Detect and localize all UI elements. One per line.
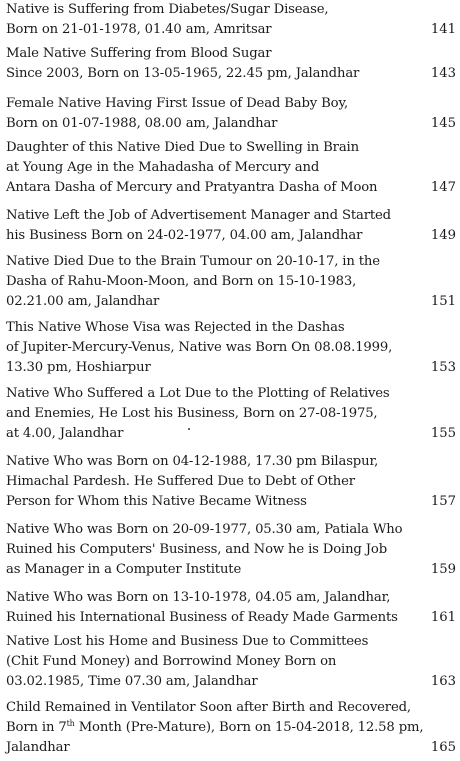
entry-title-line: Born on 21-01-1978, 01.40 am, Amritsar: [6, 22, 272, 37]
ordinal-suffix: th: [66, 719, 75, 728]
entry-title-line: Daughter of this Native Died Due to Swelling in Brain: [6, 140, 359, 155]
entry-title-line: Female Native Having First Issue of Dead Baby Boy,: [6, 96, 349, 111]
page-number: 161: [430, 610, 456, 625]
page-number: 143: [430, 66, 456, 81]
page-number: 157: [430, 494, 456, 509]
entry-title-line: Native Who was Born on 13-10-1978, 04.05 am, Jalandhar,: [6, 590, 391, 605]
page-number: 159: [430, 562, 456, 577]
page-number: 163: [430, 674, 456, 689]
entry-title-line: Native Who Suffered a Lot Due to the Plotting of Relatives: [6, 386, 390, 401]
entry-title-line: Person for Whom this Native Became Witness: [6, 494, 307, 509]
entry-title-line: Native Lost his Home and Business Due to Committees: [6, 634, 369, 649]
entry-title-line: (Chit Fund Money) and Borrowind Money Born on: [6, 654, 337, 669]
entry-title-line: Ruined his International Business of Ready Made Garments: [6, 610, 398, 625]
toc-entry: [6, 520, 458, 580]
toc-entry: [6, 44, 458, 84]
page-number: 145: [430, 116, 456, 131]
page-number: 141: [430, 22, 456, 37]
entry-title-line: Jalandhar: [6, 740, 70, 755]
entry-title-line: [6, 718, 458, 738]
page-number: 155: [430, 426, 456, 441]
toc-entry: [6, 318, 458, 378]
toc-entry: [6, 252, 458, 312]
entry-title-line: Child Remained in Ventilator Soon after Birth and Recovered,: [6, 700, 411, 715]
toc-entry: [6, 206, 458, 246]
entry-title-line: Native Died Due to the Brain Tumour on 20-10-17, in the: [6, 254, 380, 269]
page-number: 153: [430, 360, 456, 375]
toc-entry: [6, 698, 458, 758]
page-number: 165: [430, 740, 456, 755]
entry-title-line: his Business Born on 24-02-1977, 04.00 am, Jalandhar: [6, 228, 363, 243]
page-number: 149: [430, 228, 456, 243]
entry-title-line: Himachal Pardesh. He Suffered Due to Debt of Other: [6, 474, 355, 489]
toc-entry: [6, 452, 458, 512]
entry-title-line: Native is Suffering from Diabetes/Sugar Disease,: [6, 2, 329, 17]
entry-title-line: Ruined his Computers' Business, and Now he is Doing Job: [6, 542, 387, 557]
entry-title-line: Born on 01-07-1988, 08.00 am, Jalandhar: [6, 116, 278, 131]
page-number: 147: [430, 180, 456, 195]
toc-entry: [6, 384, 458, 444]
toc-entry: [6, 632, 458, 692]
entry-title-line: This Native Whose Visa was Rejected in the Dashas: [6, 320, 345, 335]
entry-title-line: 13.30 pm, Hoshiarpur: [6, 360, 151, 375]
entry-title-line: and Enemies, He Lost his Business, Born on 27-08-1975,: [6, 406, 378, 421]
entry-title-line: Dasha of Rahu-Moon-Moon, and Born on 15-10-1983,: [6, 274, 357, 289]
toc-entry: [6, 138, 458, 198]
toc-entry: [6, 0, 458, 40]
entry-title-line: Native Left the Job of Advertisement Manager and Started: [6, 208, 391, 223]
toc-entry: [6, 588, 458, 628]
entry-title-line: of Jupiter-Mercury-Venus, Native was Born On 08.08.1999,: [6, 340, 393, 355]
entry-title-line: Antara Dasha of Mercury and Pratyantra Dasha of Moon: [6, 180, 378, 195]
entry-title-line: 03.02.1985, Time 07.30 am, Jalandhar: [6, 674, 258, 689]
entry-title-line: Male Native Suffering from Blood Sugar: [6, 46, 272, 61]
entry-title-line: as Manager in a Computer Institute: [6, 562, 242, 577]
entry-title-line: at Young Age in the Mahadasha of Mercury and: [6, 160, 320, 175]
entry-title-line: Native Who was Born on 20-09-1977, 05.30 am, Patiala Who: [6, 522, 403, 537]
print-speck: [188, 428, 190, 430]
entry-title-line: Since 2003, Born on 13-05-1965, 22.45 pm, Jalandhar: [6, 66, 360, 81]
entry-title-line: 02.21.00 am, Jalandhar: [6, 294, 160, 309]
entry-title-line: Native Who was Born on 04-12-1988, 17.30 pm Bilaspur,: [6, 454, 379, 469]
page-number: 151: [430, 294, 456, 309]
entry-title-fragment: Month (Pre-Mature), Born on 15-04-2018, 12.58 pm,: [74, 720, 424, 735]
toc-entry: [6, 94, 458, 134]
entry-title-line: at 4.00, Jalandhar: [6, 426, 124, 441]
entry-title-fragment: Born in 7: [6, 720, 67, 735]
